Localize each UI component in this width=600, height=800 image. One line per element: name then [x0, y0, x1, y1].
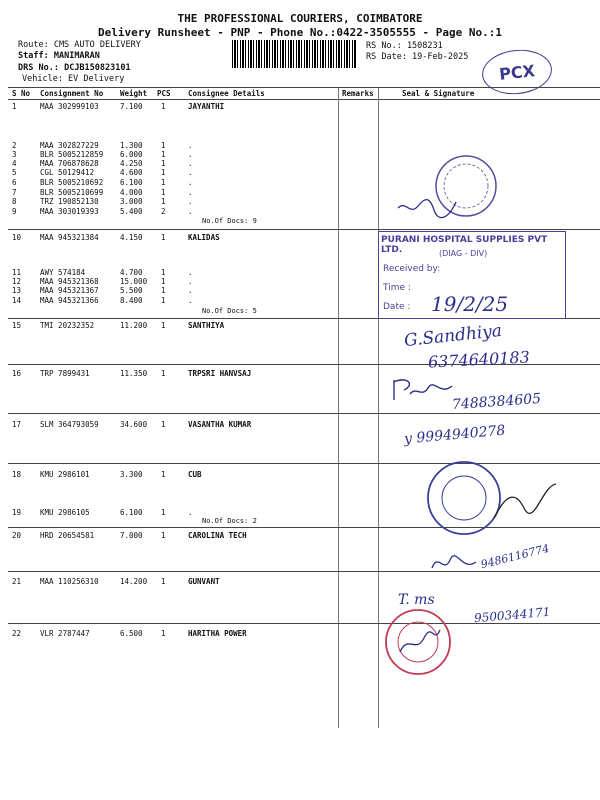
col-pcs: PCS [157, 89, 171, 98]
drs [18, 63, 131, 73]
staff [18, 51, 100, 61]
row-consignee: HARITHA POWER [188, 629, 247, 638]
santhiya-phone: 6374640183 [427, 347, 531, 372]
row-sno: 12 [12, 277, 22, 286]
row-sno: 17 [12, 420, 22, 429]
row-sno: 2 [12, 141, 17, 150]
row-sno: 7 [12, 188, 17, 197]
row-sno: 11 [12, 268, 22, 277]
col-sno: S No [12, 89, 31, 98]
row-consignee: CUB [188, 470, 202, 479]
stamp-dept: (DIAG - DIV) [439, 249, 488, 258]
row-weight: 6.100 [120, 178, 143, 187]
row-consignment-no: MAA 945321368 [40, 277, 99, 286]
row-pcs: 1 [161, 629, 166, 638]
row-weight: 4.700 [120, 268, 143, 277]
row-pcs: 1 [161, 531, 166, 540]
col-consignment: Consignment No [40, 89, 104, 98]
vehicle: Vehicle: EV Delivery [22, 74, 125, 84]
gunvant-signature: T. ms [398, 592, 435, 608]
row-consignee: . [188, 197, 193, 206]
signature-scribble-icon [394, 380, 452, 400]
row-pcs: 1 [161, 470, 166, 479]
row-sno: 4 [12, 159, 17, 168]
row-weight: 4.250 [120, 159, 143, 168]
trp-phone: 7488384605 [451, 390, 542, 414]
row-weight: 4.600 [120, 168, 143, 177]
pcx-stamp: PCX [480, 46, 554, 97]
row-sno: 3 [12, 150, 17, 159]
row-consignment-no: MAA 303019393 [40, 207, 99, 216]
runsheet-title: Delivery Runsheet - PNP - Phone No.:0422-3505555 - Page No.:1 [98, 26, 502, 39]
row-pcs: 1 [161, 233, 166, 242]
row-weight: 1.300 [120, 141, 143, 150]
row-consignment-no: KMU 2986105 [40, 508, 90, 517]
haritha-seal-signature [384, 604, 454, 680]
remarks-divider-left [338, 88, 339, 728]
carolina-signature [430, 548, 480, 578]
row-consignee: . [188, 508, 193, 517]
row-pcs: 1 [161, 188, 166, 197]
row-sno: 14 [12, 296, 22, 305]
row-sno: 21 [12, 577, 22, 586]
row-consignment-no: BLR 5005210692 [40, 178, 104, 187]
signature-scribble-icon [494, 484, 556, 518]
row-sno: 19 [12, 508, 22, 517]
row-consignee: . [188, 178, 193, 187]
row-pcs: 1 [161, 150, 166, 159]
row-consignment-no: TRP 7899431 [40, 369, 90, 378]
row-pcs: 1 [161, 141, 166, 150]
row-consignment-no: TRZ 190852130 [40, 197, 99, 206]
row-consignment-no: MAA 945321366 [40, 296, 99, 305]
row-sno: 9 [12, 207, 17, 216]
signature-scribble-icon [400, 630, 440, 652]
bank-seal-inner-icon [442, 476, 486, 520]
row-consignment-no: AWY 574184 [40, 268, 86, 277]
row-consignee: . [188, 286, 193, 295]
stamp-time: Time : [383, 283, 411, 293]
row-consignee: . [188, 268, 193, 277]
col-remarks: Remarks [342, 89, 374, 98]
row-weight: 3.000 [120, 197, 143, 206]
row-pcs: 1 [161, 178, 166, 187]
group-separator [8, 571, 600, 572]
group1-seal-signature [396, 150, 506, 230]
row-consignee: VASANTHA KUMAR [188, 420, 252, 429]
row-consignee: KALIDAS [188, 233, 220, 242]
row-sno: 16 [12, 369, 22, 378]
row-weight: 6.100 [120, 508, 143, 517]
header-top-rule [8, 87, 600, 88]
stamp-company: PURANI HOSPITAL SUPPLIES PVT LTD. [381, 235, 548, 255]
stamp-date: Date : [383, 302, 411, 312]
row-weight: 7.000 [120, 531, 143, 540]
row-sno: 20 [12, 531, 22, 540]
col-seal-signature: Seal & Signature [402, 89, 475, 98]
drs-number: DCJB150823101 [64, 63, 131, 73]
row-consignment-no: BLR 5005210699 [40, 188, 104, 197]
row-pcs: 2 [161, 207, 166, 216]
group-separator [8, 413, 600, 414]
row-pcs: 1 [161, 577, 166, 586]
row-weight: 6.500 [120, 629, 143, 638]
group-separator [8, 229, 600, 230]
row-pcs: 1 [161, 159, 166, 168]
row-consignment-no: HRD 20654581 [40, 531, 95, 540]
row-pcs: 1 [161, 420, 166, 429]
row-pcs: 1 [161, 277, 166, 286]
row-pcs: 1 [161, 508, 166, 517]
row-consignment-no: MAA 302999103 [40, 102, 99, 111]
row-consignment-no: BLR 5005212859 [40, 150, 104, 159]
cub-seal-signature [424, 458, 564, 548]
row-weight: 11.350 [120, 369, 148, 378]
docs-count: No.Of Docs: 2 [202, 517, 257, 525]
barcode [232, 40, 356, 68]
row-consignee: TRPSRI HANVSAJ [188, 369, 252, 378]
docs-count: No.Of Docs: 5 [202, 307, 257, 315]
row-weight: 7.100 [120, 102, 143, 111]
row-pcs: 1 [161, 268, 166, 277]
bank-seal-icon [428, 462, 500, 534]
row-pcs: 1 [161, 296, 166, 305]
row-consignment-no: KMU 2986101 [40, 470, 90, 479]
row-consignee: . [188, 141, 193, 150]
row-sno: 13 [12, 286, 22, 295]
row-consignee: GUNVANT [188, 577, 220, 586]
trp-signature [390, 374, 460, 408]
rs-date: RS Date: 19-Feb-2025 [366, 52, 469, 62]
round-seal-inner-icon [444, 164, 488, 208]
row-consignment-no: CGL 50129412 [40, 168, 95, 177]
rs-number: RS No.: 1508231 [366, 41, 443, 51]
row-consignee: . [188, 168, 193, 177]
row-sno: 15 [12, 321, 22, 330]
row-consignment-no: SLM 364793059 [40, 420, 99, 429]
row-sno: 18 [12, 470, 22, 479]
row-sno: 8 [12, 197, 17, 206]
row-pcs: 1 [161, 286, 166, 295]
stamp-date-handwritten: 19/2/25 [431, 292, 509, 316]
row-pcs: 1 [161, 369, 166, 378]
row-sno: 6 [12, 178, 17, 187]
row-sno: 10 [12, 233, 22, 242]
carolina-phone: 9486116774 [479, 541, 551, 572]
row-consignment-no: VLR 2787447 [40, 629, 90, 638]
staff-name: MANIMARAN [53, 51, 100, 61]
purani-stamp [378, 231, 566, 319]
row-weight: 5.400 [120, 207, 143, 216]
row-sno: 5 [12, 168, 17, 177]
row-weight: 6.000 [120, 150, 143, 159]
remarks-divider-right [378, 88, 379, 728]
row-consignee: . [188, 296, 193, 305]
haritha-seal-icon [386, 610, 450, 674]
row-pcs: 1 [161, 168, 166, 177]
row-weight: 4.000 [120, 188, 143, 197]
row-pcs: 1 [161, 102, 166, 111]
row-sno: 22 [12, 629, 22, 638]
row-weight: 34.600 [120, 420, 148, 429]
santhiya-signature: G.Sandhiya [403, 320, 503, 352]
signature-scribble-icon [432, 556, 476, 568]
row-sno: 1 [12, 102, 17, 111]
group-separator [8, 623, 600, 624]
row-consignee: JAYANTHI [188, 102, 225, 111]
row-consignment-no: MAA 945321384 [40, 233, 99, 242]
row-consignee: . [188, 188, 193, 197]
staff-label: Staff: [18, 51, 49, 61]
col-consignee: Consignee Details [188, 89, 265, 98]
row-consignee: . [188, 277, 193, 286]
row-consignment-no: MAA 110256310 [40, 577, 99, 586]
docs-count: No.Of Docs: 9 [202, 217, 257, 225]
row-weight: 14.200 [120, 577, 148, 586]
row-consignee: . [188, 207, 193, 216]
header-bottom-rule [8, 99, 600, 100]
row-pcs: 1 [161, 197, 166, 206]
row-weight: 11.200 [120, 321, 148, 330]
row-consignment-no: MAA 945321367 [40, 286, 99, 295]
gunvant-phone: 9500344171 [473, 604, 551, 626]
row-weight: 15.000 [120, 277, 148, 286]
vasantha-phone: y 9994940278 [403, 422, 506, 448]
round-seal-icon [436, 156, 496, 216]
drs-label: DRS No.: [18, 63, 59, 73]
row-consignee: SANTHIYA [188, 321, 225, 330]
row-weight: 4.150 [120, 233, 143, 242]
row-consignee: . [188, 159, 193, 168]
row-consignee: CAROLINA TECH [188, 531, 247, 540]
row-consignment-no: MAA 706878628 [40, 159, 99, 168]
row-consignment-no: TMI 20232352 [40, 321, 95, 330]
stamp-received: Received by: [383, 264, 441, 274]
row-weight: 8.400 [120, 296, 143, 305]
row-consignee: . [188, 150, 193, 159]
company-title: THE PROFESSIONAL COURIERS, COIMBATORE [177, 12, 423, 25]
row-pcs: 1 [161, 321, 166, 330]
row-consignment-no: MAA 302827229 [40, 141, 99, 150]
haritha-seal-inner-icon [398, 622, 438, 662]
route: Route: CMS AUTO DELIVERY [18, 40, 141, 50]
row-weight: 5.500 [120, 286, 143, 295]
col-weight: Weight [120, 89, 148, 98]
row-weight: 3.300 [120, 470, 143, 479]
